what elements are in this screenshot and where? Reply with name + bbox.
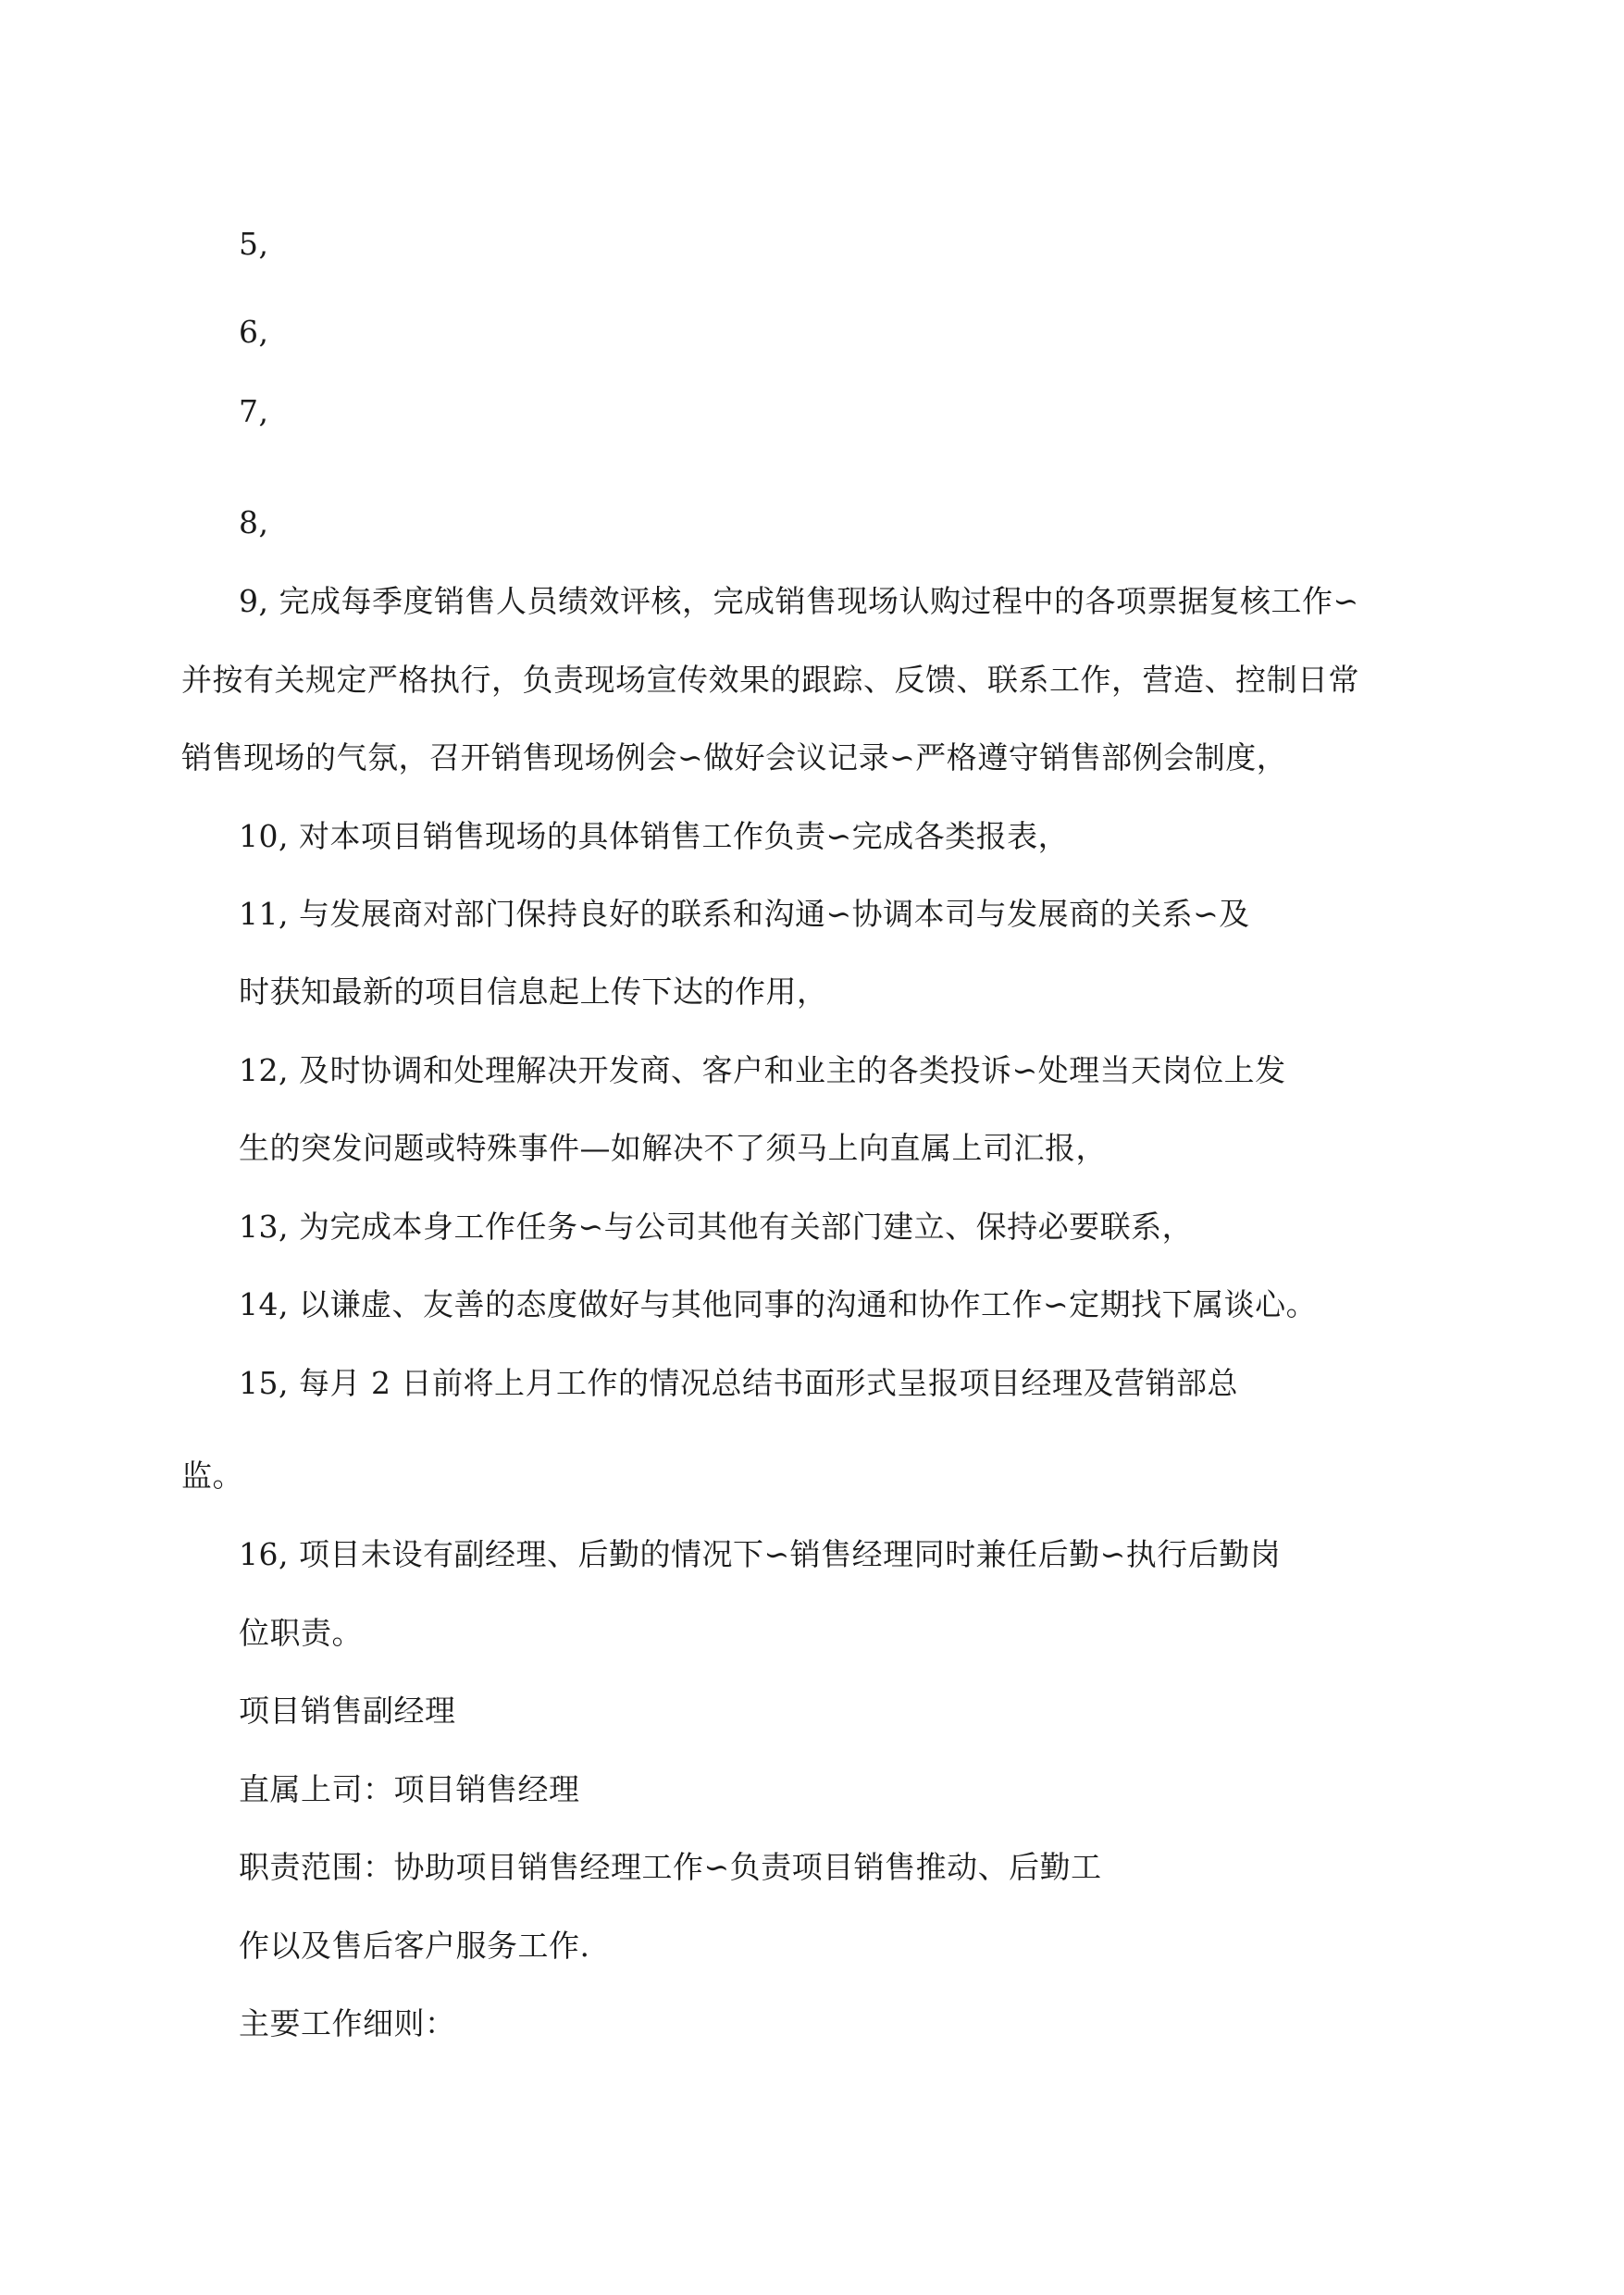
- list-item-14: 14, 以谦虚、友善的态度做好与其他同事的沟通和协作工作∽定期找下属谈心。: [239, 1286, 1318, 1322]
- direct-supervisor: 直属上司：项目销售经理: [239, 1771, 580, 1807]
- responsibility-scope-line-1: 职责范围：协助项目销售经理工作∽负责项目销售推动、后勤工: [239, 1849, 1102, 1885]
- list-item-13: 13, 为完成本身工作任务∽与公司其他有关部门建立、保持必要联系，: [239, 1209, 1194, 1245]
- list-item-15-line-2: 监。: [181, 1458, 243, 1494]
- list-item-8: 8,: [239, 504, 269, 540]
- list-item-15-line-1: 15, 每月 2 日前将上月工作的情况总结书面形式呈报项目经理及营销部总: [239, 1365, 1238, 1401]
- list-item-5: 5,: [239, 226, 269, 262]
- list-item-11-line-1: 11, 与发展商对部门保持良好的联系和沟通∽协调本司与发展商的关系∽及: [239, 896, 1250, 932]
- list-item-12-line-1: 12, 及时协调和处理解决开发商、客户和业主的各类投诉∽处理当天岗位上发: [239, 1052, 1286, 1088]
- responsibility-scope-line-2: 作以及售后客户服务工作.: [239, 1928, 590, 1964]
- list-item-9-line-1: 9, 完成每季度销售人员绩效评核，完成销售现场认购过程中的各项票据复核工作∽: [239, 583, 1359, 619]
- list-item-16-line-2: 位职责。: [239, 1615, 363, 1651]
- list-item-6: 6,: [239, 314, 269, 350]
- main-duties-heading: 主要工作细则：: [239, 2005, 456, 2041]
- section-heading: 项目销售副经理: [239, 1693, 456, 1729]
- list-item-11-line-2: 时获知最新的项目信息起上传下达的作用，: [239, 974, 828, 1010]
- list-item-9-line-2: 并按有关规定严格执行，负责现场宣传效果的跟踪、反馈、联系工作，营造、控制日常: [181, 662, 1359, 698]
- list-item-9-line-3: 销售现场的气氛，召开销售现场例会∽做好会议记录∽严格遵守销售部例会制度，: [181, 739, 1288, 775]
- list-item-12-line-2: 生的突发问题或特殊事件—如解决不了须马上向直属上司汇报，: [239, 1130, 1107, 1166]
- list-item-7: 7,: [239, 393, 269, 429]
- list-item-16-line-1: 16, 项目未设有副经理、后勤的情况下∽销售经理同时兼任后勤∽执行后勤岗: [239, 1536, 1282, 1572]
- list-item-10: 10, 对本项目销售现场的具体销售工作负责∽完成各类报表，: [239, 818, 1070, 854]
